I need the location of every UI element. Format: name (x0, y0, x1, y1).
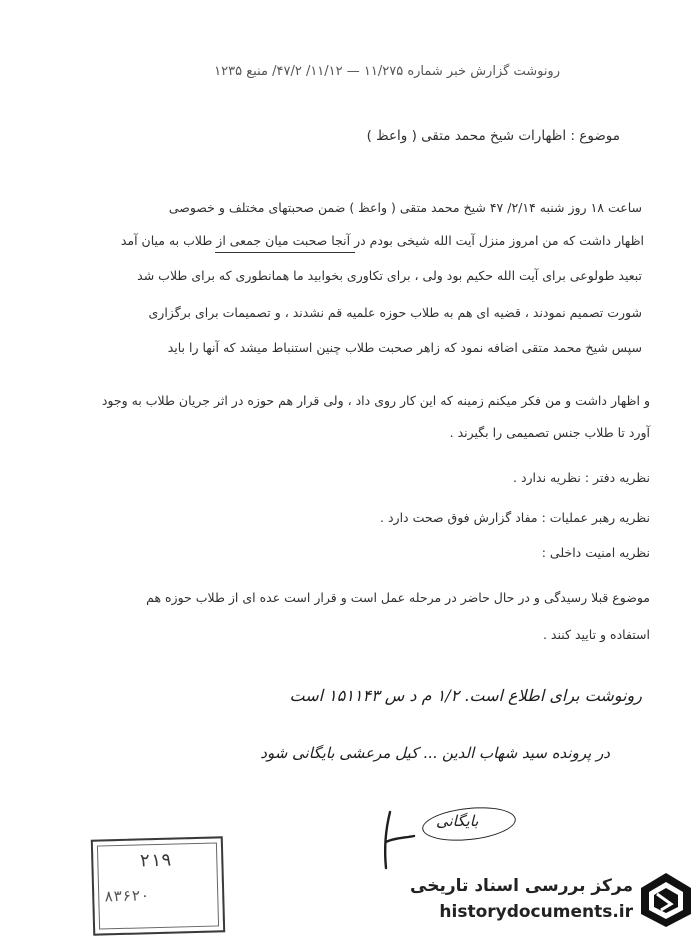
office-opinion: نظریه دفتر : نظریه ندارد . (513, 470, 650, 485)
body-line: آورد تا طلاب جنس تصمیمی را بگیرند . (449, 425, 650, 440)
body-line: و اظهار داشت و من فکر میکنم زمینه که این کار روی داد ، ولی قرار هم حوزه در اثر جریان طلاب به وجود (101, 393, 650, 408)
operations-opinion: نظریه رهبر عملیات : مفاد گزارش فوق صحت دارد . (380, 510, 650, 525)
body-line: تبعید طولوعی برای آیت الله حکیم بود ولی ، برای تکاوری بخوابید ما همانطوری که برای طلاب شد (137, 268, 642, 283)
body-line: شورت تصمیم نمودند ، قضیه ای هم به طلاب حوزه علمیه قم نشدند ، و تصمیمات برای برگزاری (148, 305, 642, 320)
archive-logo-icon (637, 870, 695, 930)
watermark-url: historydocuments.ir (439, 902, 633, 922)
handwritten-copy-line: رونوشت برای اطلاع است. ۱/۲ م د س ۱۵۱۱۴۳ است (289, 686, 642, 705)
closing-note-line: استفاده و تایید کنند . (542, 627, 650, 642)
body-line: ساعت ۱۸ روز شنبه ۲/۱۴/ ۴۷ شیخ محمد متقی ( واعظ ) ضمن صحبتهای مختلف و خصوصی (168, 200, 642, 215)
oval-note: بایگانی (436, 812, 479, 830)
handwritten-underline (215, 252, 355, 253)
report-header-line: رونوشت گزارش خبر شماره ۱۱/۲۷۵ — ۱۱/۱۲/ ۴۷/۲/ منبع ۱۲۳۵ (214, 64, 560, 79)
subject-line: موضوع : اظهارات شیخ محمد متقی ( واعظ ) (366, 128, 620, 144)
watermark (405, 868, 695, 940)
archive-stamp (91, 836, 225, 935)
body-line: سپس شیخ محمد متقی اضافه نمود که زاهر صحبت طلاب چنین استنباط میشد که آنها را باید (167, 340, 642, 355)
body-line: اظهار داشت که من امروز منزل آیت الله شیخی بودم در آنجا صحبت میان جمعی از طلاب به میان آمد (120, 233, 644, 248)
internal-security-opinion: نظریه امنیت داخلی : (541, 545, 650, 560)
handwritten-signature (360, 808, 420, 874)
stamp-number: ۲۱۹ (139, 849, 173, 872)
handwritten-instruction-line: در پرونده سید شهاب الدین ... کیل مرعشی بایگانی شود (260, 744, 610, 762)
watermark-persian-text: مرکز بررسی اسناد تاریخی (410, 876, 633, 896)
closing-note-line: موضوع قبلا رسیدگی و در حال حاضر در مرحله عمل است و قرار است عده ای از طلاب حوزه هم (146, 590, 650, 605)
stamp-code: ۸۳۶۲۰ (104, 886, 150, 906)
